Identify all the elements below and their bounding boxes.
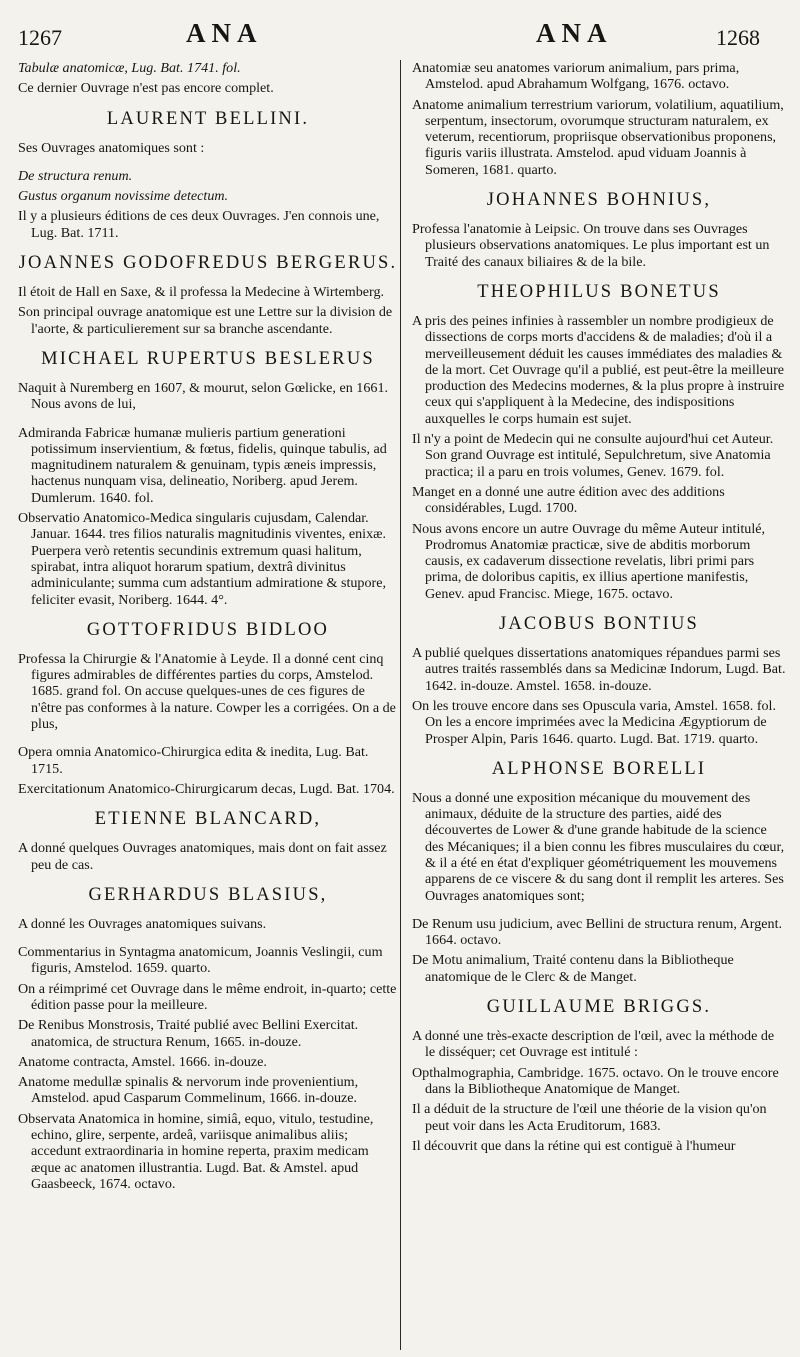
author-heading: JOHANNES BOHNIUS, xyxy=(486,190,712,211)
paragraph: A pris des peines infinies à rassembler un nombre prodigieux de dissections de corps morts d'accidens & de maladies; d'où il a merveilleusement déduit les causes immédiates des maladies & de la mort. Cet Ouvrage qu'il a publié, est peut-être la meilleure production des Medecins modernes, & la plus propre à instruire ceux qui s'appliquent à la Medecine, des indispositions auxquelles le corps humain est sujet. xyxy=(412,312,785,427)
paragraph: Anatome animalium terrestrium variorum, volatilium, aquatilium, serpentum, insectorum, ovorumque structuram naturalem, ex veterum, recentiorum, propriisque observationibus proponens, figuris variis illustrata. Amstelod. apud viduam Joannis à Someren, 1681. quarto. xyxy=(412,96,784,178)
paragraph: Anatome contracta, Amstel. 1666. in-douze. xyxy=(18,1053,267,1070)
column-divider xyxy=(400,60,401,1350)
author-heading: LAURENT BELLINI. xyxy=(106,108,310,129)
paragraph: Ses Ouvrages anatomiques sont : xyxy=(18,139,205,156)
paragraph: Il découvrit que dans la rétine qui est contiguë à l'humeur xyxy=(412,1137,736,1154)
paragraph: Exercitationum Anatomico-Chirurgicarum decas, Lugd. Bat. 1704. xyxy=(18,780,395,797)
paragraph: Opthalmographia, Cambridge. 1675. octavo. On le trouve encore dans la Bibliotheque Anatomique de Manget. xyxy=(412,1064,779,1097)
left-running-head: ANA xyxy=(186,18,263,48)
paragraph: Professa l'anatomie à Leipsic. On trouve dans ses Ouvrages plusieurs observations anatomiques. Le plus important est un Traité des canaux biliaires & de la bile. xyxy=(412,221,770,270)
paragraph: Son principal ouvrage anatomique est une Lettre sur la division de l'aorte, & particulierement sur sa branche ascendante. xyxy=(18,304,393,337)
paragraph: Anatomiæ seu anatomes variorum animalium, pars prima, Amstelod. apud Abrahamum Wolfgang, 1676. octavo. xyxy=(412,60,740,93)
paragraph: Observata Anatomica in homine, simiâ, equo, vitulo, testudine, echino, glire, serpente, ardeâ, variisque animalibus aliis; accedunt extraordinaria in homine reperta, praxim medicam æque ac anatomen illustrantia. Lugd. Bat. & Amstel. apud Gaasbeeck, 1674. octavo. xyxy=(18,1110,374,1192)
paragraph: De Renum usu judicium, avec Bellini de structura renum, Argent. 1664. octavo. xyxy=(412,915,783,949)
paragraph: Il n'y a point de Medecin qui ne consulte aujourd'hui cet Auteur. Son grand Ouvrage est intitulé, Sepulchretum, sive Anatomia practica; il a paru en trois volumes, Genev. 1679. fol. xyxy=(412,431,774,480)
spacer xyxy=(18,936,398,944)
author-heading: MICHAEL RUPERTUS BESLERUS xyxy=(41,348,375,369)
paragraph: Ce dernier Ouvrage n'est pas encore complet. xyxy=(18,80,274,97)
left-page-number: 1267 xyxy=(18,25,62,50)
right-column xyxy=(412,60,786,1158)
paragraph: Admiranda Fabricæ humanæ mulieris partium generationi potissimum inservientium, & fœtus, fidelis, quinque tabulis, ad magnitudinem naturalem & genuinam, typis æneis impressis, hactenus nunquam visa, delineatio, Noriberg. apud Jerem. Dumlerum. 1640. fol. xyxy=(18,424,387,506)
author-heading: JACOBUS BONTIUS xyxy=(498,614,700,635)
spacer xyxy=(18,417,398,425)
paragraph: On a réimprimé cet Ouvrage dans le même endroit, in-quarto; cette édition passe pour la meilleure. xyxy=(18,980,397,1013)
author-heading: JOANNES GODOFREDUS BERGERUS. xyxy=(18,253,398,274)
paragraph: Tabulæ anatomicæ, Lug. Bat. 1741. fol. xyxy=(18,60,241,76)
paragraph: Naquit à Nuremberg en 1607, & mourut, selon Gœlicke, en 1661. Nous avons de lui, xyxy=(18,379,389,413)
paragraph: Il étoit de Hall en Saxe, & il professa la Medecine à Wirtemberg. xyxy=(18,284,385,301)
paragraph: On les trouve encore dans ses Opuscula varia, Amstel. 1658. fol. On les a encore imprimées avec la Medicina Ægyptiorum de Prosper Alpin, Paris 1646. quarto. Lugd. Bat. 1719. quarto. xyxy=(412,697,777,747)
paragraph: Opera omnia Anatomico-Chirurgica edita & inedita, Lug. Bat. 1715. xyxy=(18,744,369,777)
paragraph: Commentarius in Syntagma anatomicum, Joannis Veslingii, cum figuris, Amstelod. 1659. quarto. xyxy=(18,944,383,977)
paragraph: A donné les Ouvrages anatomiques suivans. xyxy=(18,915,267,932)
spacer xyxy=(18,736,398,744)
author-heading: GUILLAUME BRIGGS. xyxy=(486,997,712,1018)
paragraph: Gustus organum novissime detectum. xyxy=(18,188,229,205)
paragraph: De structura renum. xyxy=(18,167,133,184)
paragraph: A donné quelques Ouvrages anatomiques, mais dont on fait assez peu de cas. xyxy=(18,840,387,873)
author-heading: THEOPHILUS BONETUS xyxy=(477,281,721,302)
paragraph: Anatome medullæ spinalis & nervorum inde provenientium, Amstelod. apud Casparum Commelinum, 1666. in-douze. xyxy=(18,1074,359,1107)
author-heading: ETIENNE BLANCARD, xyxy=(94,809,322,830)
paragraph: Il a déduit de la structure de l'œil une théorie de la vision qu'on peut voir dans les Acta Eruditorum, 1683. xyxy=(412,1101,767,1134)
paragraph: Il y a plusieurs éditions de ces deux Ouvrages. J'en connois une, Lug. Bat. 1711. xyxy=(18,208,380,241)
author-heading: GERHARDUS BLASIUS, xyxy=(88,884,328,905)
paragraph: De Motu animalium, Traité contenu dans la Bibliotheque anatomique de le Clerc & de Manget. xyxy=(412,952,734,985)
paragraph: A publié quelques dissertations anatomiques répandues parmi ses autres traités rassemblés dans sa Medicinæ Indorum, Lugd. Bat. 1642. in-douze. Amstel. 1658. in-douze. xyxy=(412,645,786,694)
spacer xyxy=(412,908,786,916)
right-page-number: 1268 xyxy=(716,25,760,50)
left-column xyxy=(18,60,398,1196)
paragraph: Professa la Chirurgie & l'Anatomie à Leyde. Il a donné cent cinq figures admirables de différentes parties du corps, Amstelod. 1685. grand fol. On accuse quelques-unes de ces figures de n'être pas conformes à la nature. Cowper les a corrigées. On a de plus, xyxy=(18,650,396,733)
right-running-head: ANA xyxy=(536,18,613,48)
paragraph: Manget en a donné une autre édition avec des additions considérables, Lugd. 1700. xyxy=(412,483,725,517)
paragraph: Nous a donné une exposition mécanique du mouvement des animaux, déduite de la structure des parties, aidé des découvertes de Lower & d'une grande habitude de la science des Mécaniques; il a bien connu les fibres musculaires du cœur, & il a été en état d'expliquer géométriquement les mouvemens apparens de ce viscere & du sang dont il remplit les arteres. Ses Ouvrages anatomiques sont; xyxy=(412,789,785,904)
spacer xyxy=(18,160,398,168)
author-heading: GOTTOFRIDUS BIDLOO xyxy=(86,619,330,640)
paragraph: Nous avons encore un autre Ouvrage du même Auteur intitulé, Prodromus Anatomiæ practicæ, sive de abditis morborum causis, ex cadaverum dissectione revelatis, libri primi pars prima, de doloribus capitis, ex illius apertione manifestis, Genev. apud Francisc. Miege, 1675. octavo. xyxy=(412,520,766,602)
paragraph: De Renibus Monstrosis, Traité publié avec Bellini Exercitat. anatomica, de structura Renum, 1665. in-douze. xyxy=(18,1017,359,1050)
paragraph: Observatio Anatomico-Medica singularis cujusdam, Calendar. Januar. 1644. tres filios naturalis magnitudinis viventes, enixæ. Puerpera verò retentis secundinis extremum quasi halitum, spirabat, intra aliquot horarum spatium, dextrâ divinitus adminiculante; summa cum adstantium admiratione & stupore, feliciter evasit, Noriberg. 1644. 4°. xyxy=(18,510,387,608)
paragraph: A donné une très-exacte description de l'œil, avec la méthode de le disséquer; cet Ouvrage est intitulé : xyxy=(412,1028,775,1061)
author-heading: ALPHONSE BORELLI xyxy=(491,758,707,779)
